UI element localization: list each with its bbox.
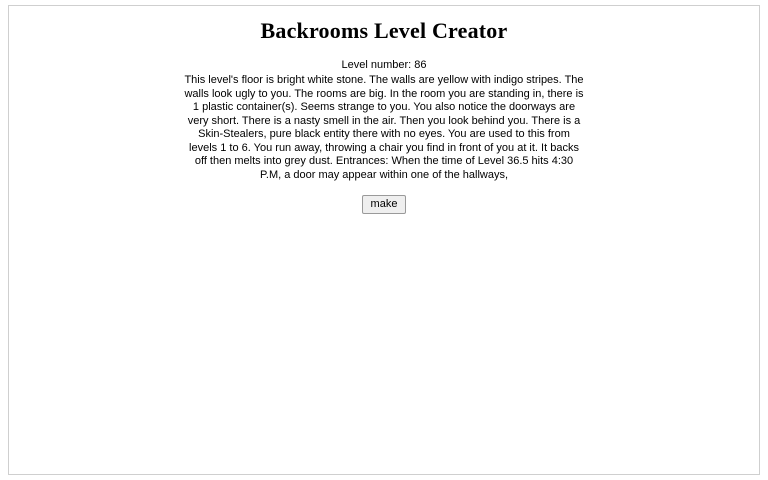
- page-viewport: [8, 5, 760, 475]
- level-description: This level's floor is bright white stone. The walls are yellow with indigo stripes. The walls look ugly to you. The rooms are big. In the room you are standing in, there is 1 plastic container(s). Seems strange to you. You also notice the doorways are very short. There is a nasty smell in the air. Then you look behind you. There is a Skin-Stealers, pure black entity there with no eyes. You are used to this from levels 1 to 6. You run away, throwing a chair you find in front of you at it. It backs off then melts into grey dust. Entrances: When the time of Level 36.5 hits 4:30 P.M, a door may appear within one of the hallways,: [184, 74, 584, 181]
- make-button-container: [9, 194, 759, 214]
- page-title: Backrooms Level Creator: [260, 18, 508, 43]
- level-number-label: Level number: 86: [341, 59, 427, 71]
- page-content: [9, 6, 759, 214]
- make-button[interactable]: make: [362, 195, 407, 214]
